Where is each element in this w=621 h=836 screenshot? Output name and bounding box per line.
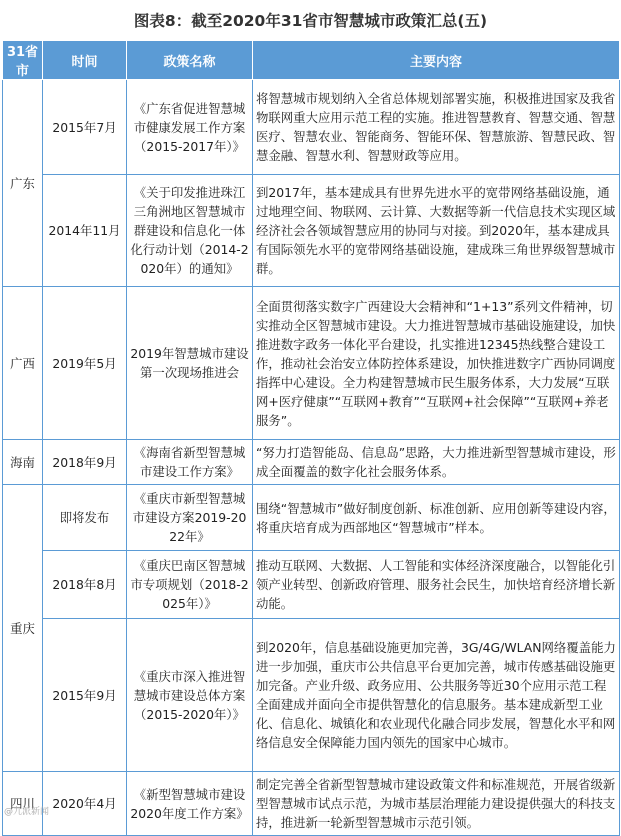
content-cell: 推动互联网、大数据、人工智能和实体经济深度融合，以智能化引领产业转型、创新政府管理、服务社会民生，加快培育经济增长新动能。 bbox=[253, 551, 620, 619]
table-row bbox=[3, 619, 620, 772]
table-header-row bbox=[3, 41, 620, 80]
content-cell: 到2020年，信息基础设施更加完善，3G/4G/WLAN网络覆盖能力进一步加强，重庆市公共信息平台更加完善，城市传感基础设施更加完备。产业升级、政务应用、公共服务等近30个应用示范工程全面建成并面向全市提供智慧化的信息服务。基本建成新型工业化、信息化、城镇化和农业现代化融合同步发展，智慧化水平和网络信息安全保障能力国内领先的国家中心城市。 bbox=[253, 619, 620, 772]
province-cell: 四川 bbox=[3, 772, 43, 836]
policy-name-cell: 2019年智慧城市建设第一次现场推进会 bbox=[127, 287, 253, 440]
time-cell: 2018年9月 bbox=[43, 440, 127, 485]
header-province: 31省市 bbox=[3, 41, 43, 80]
table-row bbox=[3, 80, 620, 175]
table-row bbox=[3, 175, 620, 287]
policy-name-cell: 《重庆市新型智慧城市建设方案2019-2022年》 bbox=[127, 485, 253, 551]
time-cell: 2018年8月 bbox=[43, 551, 127, 619]
table-row bbox=[3, 772, 620, 836]
time-cell: 2015年9月 bbox=[43, 619, 127, 772]
time-cell: 2014年11月 bbox=[43, 175, 127, 287]
header-main-content: 主要内容 bbox=[253, 41, 620, 80]
content-cell: 制定完善全省新型智慧城市建设政策文件和标准规范，开展省级新型智慧城市试点示范，为城市基层治理能力建设提供强大的科技支持，推进新一轮新型智慧城市示范引领。 bbox=[253, 772, 620, 836]
table-row bbox=[3, 551, 620, 619]
policy-table bbox=[2, 40, 620, 836]
policy-name-cell: 《海南省新型智慧城市建设工作方案》 bbox=[127, 440, 253, 485]
province-cell: 广东 bbox=[3, 80, 43, 287]
table-row bbox=[3, 440, 620, 485]
time-cell: 2015年7月 bbox=[43, 80, 127, 175]
policy-name-cell: 《重庆市深入推进智慧城市建设总体方案（2015-2020年）》 bbox=[127, 619, 253, 772]
time-cell: 2019年5月 bbox=[43, 287, 127, 440]
table-row bbox=[3, 485, 620, 551]
province-cell: 重庆 bbox=[3, 485, 43, 772]
content-cell: 全面贯彻落实数字广西建设大会精神和“1+13”系列文件精神，切实推动全区智慧城市建设。大力推进智慧城市基础设施建设，加快推进数字政务一体化平台建设，扎实推进12345热线整合建设工作，推动社会治安立体防控体系建设，加快推进数字广西协同调度指挥中心建设。全力构建智慧城市民生服务体系，大力发展“互联网+医疗健康”“互联网+教育”“互联网+社会保障”“互联网+养老服务”。 bbox=[253, 287, 620, 440]
policy-name-cell: 《广东省促进智慧城市健康发展工作方案（2015-2017年）》 bbox=[127, 80, 253, 175]
policy-name-cell: 《关于印发推进珠江三角洲地区智慧城市群建设和信息化一体化行动计划（2014-2020年）的通知》 bbox=[127, 175, 253, 287]
time-cell: 即将发布 bbox=[43, 485, 127, 551]
content-cell: 将智慧城市规划纳入全省总体规划部署实施，积极推进国家及我省物联网重大应用示范工程的实施。推进智慧教育、智慧交通、智慧医疗、智慧农业、智能商务、智能环保、智慧旅游、智慧民政、智慧金融、智慧水利、智慧财政等应用。 bbox=[253, 80, 620, 175]
content-cell: 围绕“智慧城市”做好制度创新、标准创新、应用创新等建设内容，将重庆培育成为西部地区“智慧城市”样本。 bbox=[253, 485, 620, 551]
province-cell: 海南 bbox=[3, 440, 43, 485]
policy-name-cell: 《新型智慧城市建设2020年度工作方案》 bbox=[127, 772, 253, 836]
header-time: 时间 bbox=[43, 41, 127, 80]
header-policy-name: 政策名称 bbox=[127, 41, 253, 80]
province-cell: 广西 bbox=[3, 287, 43, 440]
content-cell: 到2017年，基本建成具有世界先进水平的宽带网络基础设施，通过地理空间、物联网、云计算、大数据等新一代信息技术实现区域经济社会各领域智慧应用的协同与对接。到2020年，基本建成具有国际领先水平的宽带网络基础设施，建成珠三角世界级智慧城市群。 bbox=[253, 175, 620, 287]
time-cell: 2020年4月 bbox=[43, 772, 127, 836]
content-cell: “努力打造智能岛、信息岛”思路，大力推进新型智慧城市建设，形成全面覆盖的数字化社会服务体系。 bbox=[253, 440, 620, 485]
watermark-credit: @九派新闻 bbox=[4, 807, 50, 817]
chart-title: 图表8：截至2020年31省市智慧城市政策汇总(五) bbox=[133, 12, 488, 30]
table-row bbox=[3, 287, 620, 440]
policy-name-cell: 《重庆巴南区智慧城市专项规划（2018-2025年）》 bbox=[127, 551, 253, 619]
